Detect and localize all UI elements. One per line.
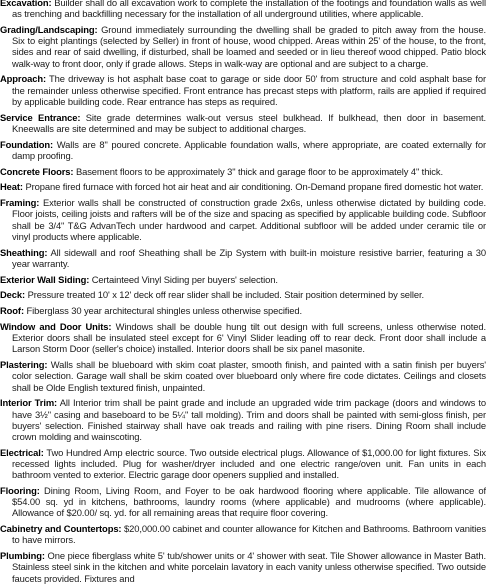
spec-term: Window and Door Units:	[0, 321, 112, 332]
spec-text: Dining Room, Living Room, and Foyer to be oak hardwood flooring where applicable. Tile allowance of $54.00 sq. yd in kitchens, bathrooms, laundry rooms (where applicable) and mudrooms (where applicable). Allowance of $20.00/ sq. yd. for all remaining areas that require floor covering.	[12, 485, 486, 519]
spec-text: Windows shall be double hung tilt out design with full screens, unless otherwise noted. Exterior doors shall be insulated steel except for 6' Vinyl Slider leading off to rear deck. Front door shall include a Larson Storm Door (seller's choice) installed. Interior doors shall be six panel masonite.	[12, 321, 486, 355]
spec-term: Deck:	[0, 289, 26, 301]
spec-plastering	[0, 359, 486, 393]
spec-heat	[0, 181, 486, 192]
spec-text: Certainteed Vinyl Siding per buyers' selection.	[91, 273, 278, 285]
spec-text: $20,000.00 cabinet and counter allowance for Kitchen and Bathrooms. Bathroom vanities to have mirrors.	[12, 523, 486, 546]
spec-term: Cabinetry and Countertops:	[0, 523, 122, 535]
spec-exterior-wall-siding	[0, 274, 486, 285]
spec-term: Sheathing:	[0, 246, 48, 258]
spec-text: Pressure treated 10' x 12' deck off rear slider shall be included. Stair position determined by seller.	[27, 289, 425, 301]
spec-plumbing	[0, 550, 486, 584]
spec-text: The driveway is hot asphalt base coat to garage or side door 50' from structure and cold asphalt base for the remainder unless otherwise specified. Front entrance has precast steps with platform, rails are applied if required by applicable building code. Rear entrance has steps as required.	[12, 73, 486, 107]
spec-term: Grading/Landscaping:	[0, 24, 98, 35]
spec-term: Service Entrance:	[0, 111, 81, 123]
spec-grading-landscaping	[0, 24, 486, 69]
spec-cabinetry-and-countertops	[0, 523, 486, 545]
spec-text: All Interior trim shall be paint grade and include an upgraded wide trim package (doors and windows to have 3½" casing and baseboard to be 5¼" tall molding). Trim and doors shall be painted with semi-gloss finish, per buyers' selection. Finished stairway shall have oak treads and railing with pine risers. Dining Room shall include crown molding and wainscoting.	[12, 397, 486, 443]
spec-text: Walls are 8" poured concrete. Applicable foundation walls, where appropriate, are coated externally for damp proofing.	[12, 138, 486, 161]
spec-term: Concrete Floors:	[0, 165, 74, 177]
spec-term: Framing:	[0, 197, 40, 209]
spec-term: Plumbing:	[0, 550, 45, 562]
spec-text: Builder shall do all excavation work to complete the installation of the footings and foundation walls as well as trenching and backfilling necessary for the installation of all underground utilities, where applicable.	[12, 0, 486, 20]
spec-text: Site grade determines walk-out versus steel bulkhead. If bulkhead, then door in basement. Kneewalls are site determined and may be subject to additional charges.	[12, 111, 486, 134]
spec-framing	[0, 197, 486, 242]
spec-roof	[0, 305, 486, 316]
spec-excavation	[0, 0, 486, 19]
spec-sheathing	[0, 247, 486, 269]
spec-text: Propane fired furnace with forced hot air heat and air conditioning. On-Demand propane fired domestic hot water.	[25, 181, 484, 193]
spec-text: One piece fiberglass white 5' tub/shower units or 4' shower with seat. Tile Shower allowance in Master Bath. Stainless steel sink in the kitchen and white porcelain lavatory in each vanity unless otherwise specified. Two outside faucets provided. Fixtures and	[12, 550, 486, 584]
spec-flooring	[0, 485, 486, 519]
spec-term: Approach:	[0, 73, 46, 85]
spec-service-entrance	[0, 112, 486, 134]
spec-approach	[0, 73, 486, 107]
spec-term: Exterior Wall Siding:	[0, 273, 90, 285]
spec-foundation	[0, 139, 486, 161]
spec-text: Ground immediately surrounding the dwelling shall be graded to pitch away from the house. Six to eight plantings (selected by Seller) in front of house, wood chipped. Areas within 25' of the house, to the front, sides and rear of said dwelling, if disturbed, shall be loamed and seeded or in lieu thereof wood chipped. Patio block walk-way to front door, only if grade allows. Steps in walk-way are optional and are subject to a charge.	[12, 24, 486, 69]
spec-text: Walls shall be blueboard with skim coat plaster, smooth finish, and painted with a satin finish per buyers' color selection. Garage wall shall be skim coated over blueboard only where fire code dictates. Ceilings and closets shall be Olde English textured finish, unpainted.	[12, 359, 486, 393]
spec-text: Two Hundred Amp electric source. Two outside electrical plugs. Allowance of $1,000.00 for light fixtures. Six recessed lights included. Plug for washer/dryer included and one electric range/oven unit. Fan units in each bathroom vented to exterior. Electric garage door openers supplied and installed.	[12, 446, 486, 481]
spec-text: Basement floors to be approximately 3" thick and garage floor to be approximately 4" thick.	[75, 165, 443, 177]
spec-term: Plastering:	[0, 359, 48, 371]
spec-text: Exterior walls shall be constructed of construction grade 2x6s, unless otherwise dictated by building code. Floor joists, ceiling joists and rafters will be of the size and spacing as specified by applicable building code. Subfloor shall be 3/4" T&G AdvanTech under hardwood and carpet. Additional subfloor will be added under ceramic tile or vinyl products where applicable.	[12, 197, 486, 242]
spec-term: Electrical:	[0, 446, 44, 458]
spec-interior-trim	[0, 397, 486, 442]
spec-deck	[0, 289, 486, 300]
spec-term: Excavation:	[0, 0, 52, 8]
spec-term: Flooring:	[0, 485, 40, 497]
spec-term: Heat:	[0, 181, 23, 193]
spec-term: Foundation:	[0, 138, 54, 150]
spec-text: All sidewall and roof Sheathing shall be Zip System with built-in moisture resistive barrier, featuring a 30 year warranty.	[12, 246, 486, 269]
spec-text: Fiberglass 30 year architectural shingles unless otherwise specified.	[26, 305, 303, 317]
spec-electrical	[0, 447, 486, 481]
spec-term: Roof:	[0, 305, 24, 317]
spec-concrete-floors	[0, 166, 486, 177]
spec-window-and-door-units	[0, 321, 486, 355]
spec-term: Interior Trim:	[0, 397, 58, 409]
